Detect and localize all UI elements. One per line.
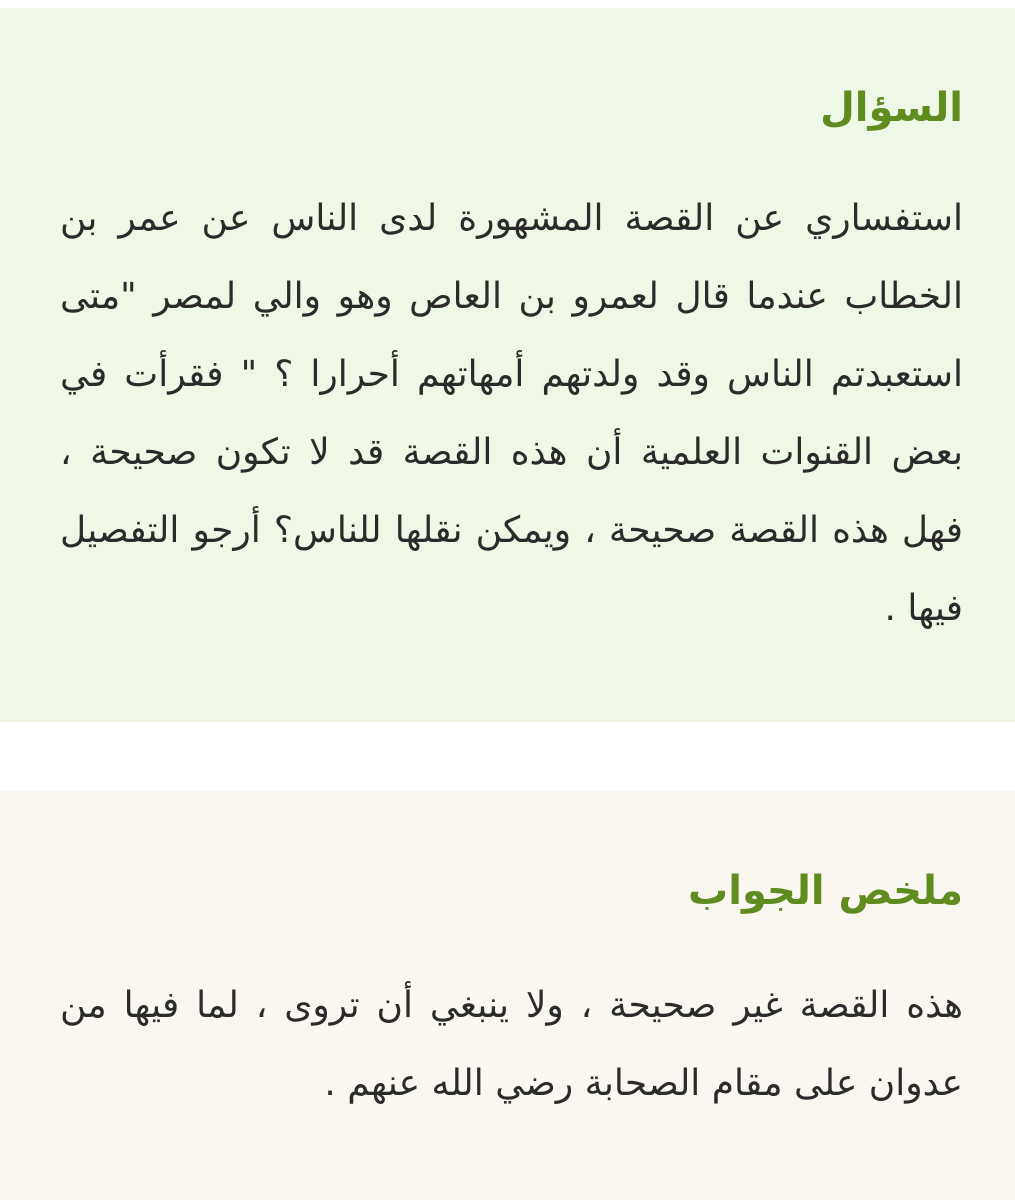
question-heading: السؤال [820, 85, 963, 131]
answer-summary-text: هذه القصة غير صحيحة ، ولا ينبغي أن تروى ، لما فيها من عدوان على مقام الصحابة رضي الله عنهم . [60, 985, 963, 1104]
answer-summary-heading: ملخص الجواب [688, 868, 963, 914]
question-card [0, 8, 1015, 722]
answer-summary-card [0, 791, 1015, 1200]
question-text: استفساري عن القصة المشهورة لدى الناس عن عمر بن الخطاب عندما قال لعمرو بن العاص وهو والي لمصر "متى استعبدتم الناس وقد ولدتهم أمهاتهم أحرارا ؟ " فقرأت في بعض القنوات العلمية أن هذه القصة قد لا تكون صحيحة ، فهل هذه القصة صحيحة ، ويمكن نقلها للناس؟ أرجو التفصيل فيها . [60, 198, 963, 629]
top-strip [0, 0, 1015, 8]
